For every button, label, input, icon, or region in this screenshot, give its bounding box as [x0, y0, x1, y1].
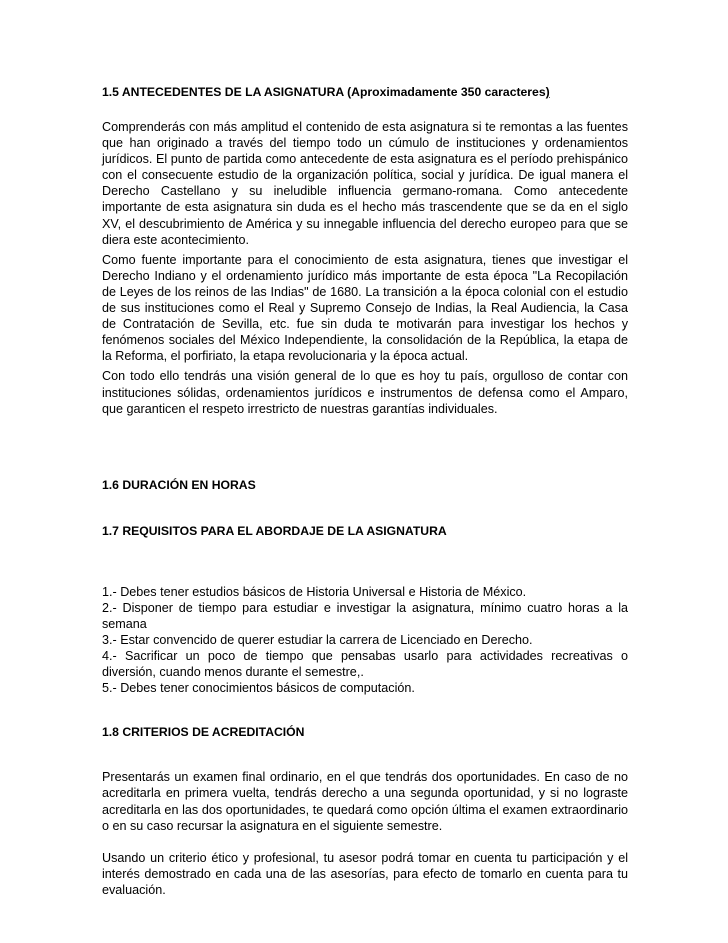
paragraph-1-8-a: Presentarás un examen final ordinario, en el que tendrás dos oportunidades. En caso de no acreditarla en primera vuelta, tendrás derecho a una segunda oportunidad, y si no lograste acreditarla en las dos oportunidades, te quedará como opción última el examen extraordinario o en su caso recursar la asignatura en el siguiente semestre.	[102, 770, 628, 833]
heading-1-8: 1.8 CRITERIOS DE ACREDITACIÓN	[102, 725, 305, 740]
heading-1-5-text: 1.5 ANTECEDENTES DE LA ASIGNATURA (Aproximadamente 350 caracteres	[102, 85, 546, 99]
requirement-item: 2.- Disponer de tiempo para estudiar e investigar la asignatura, mínimo cuatro horas a la semana	[102, 600, 628, 631]
document-page	[102, 84, 628, 898]
paragraph-1-5-c: Con todo ello tendrás una visión general de lo que es hoy tu país, orgulloso de contar con instituciones sólidas, ordenamientos jurídicos e instrumentos de defensa como el Amparo, que garanticen el respeto irrestricto de nuestras garantías individuales.	[102, 369, 628, 416]
requirements-list	[102, 584, 628, 697]
paragraph-1-5-a: Comprenderás con más amplitud el contenido de esta asignatura si te remontas a las fuentes que han originado a través del tiempo todo un cúmulo de instituciones y ordenamientos jurídicos. El punto de partida como antecedente de esta asignatura es el período prehispánico con el consecuente estudio de la organización política, social y jurídica. De igual manera el Derecho Castellano y su ineludible influencia germano-romana. Como antecedente importante de esta asignatura sin duda es el hecho más trascendente que se da en el siglo XV, el descubrimiento de América y su innegable influencia del derecho europeo para que se diera este acontecimiento.	[102, 120, 628, 247]
heading-1-7: 1.7 REQUISITOS PARA EL ABORDAJE DE LA ASIGNATURA	[102, 523, 447, 538]
requirement-item: 4.- Sacrificar un poco de tiempo que pensabas usarlo para actividades recreativas o diversión, cuando menos durante el semestre,.	[102, 649, 628, 680]
heading-1-5	[102, 84, 628, 100]
requirement-item: 5.- Debes tener conocimientos básicos de computación.	[102, 681, 415, 696]
paragraph-1-8-b: Usando un criterio ético y profesional, tu asesor podrá tomar en cuenta tu participación y el interés demostrado en cada una de las asesorías, para efecto de tomarlo en cuenta para tu evaluación.	[102, 850, 628, 897]
requirement-item: 1.- Debes tener estudios básicos de Historia Universal e Historia de México.	[102, 584, 527, 599]
requirement-item: 3.- Estar convencido de querer estudiar la carrera de Licenciado en Derecho.	[102, 632, 533, 647]
heading-1-5-tail: )	[545, 85, 550, 99]
heading-1-6: 1.6 DURACIÓN EN HORAS	[102, 477, 256, 492]
paragraph-1-5-b: Como fuente importante para el conocimiento de esta asignatura, tienes que investigar el Derecho Indiano y el ordenamiento jurídico más importante de esta época "La Recopilación de Leyes de los reinos de las Indias" de 1680. La transición a la época colonial con el estudio de sus instituciones como el Real y Supremo Consejo de Indias, la Real Audiencia, la Casa de Contratación de Sevilla, etc. fue sin duda te motivarán para investigar los hechos y fenómenos sociales del México Independiente, la consolidación de la República, la etapa de la Reforma, el porfiriato, la etapa revolucionaria y la época actual.	[102, 252, 628, 364]
